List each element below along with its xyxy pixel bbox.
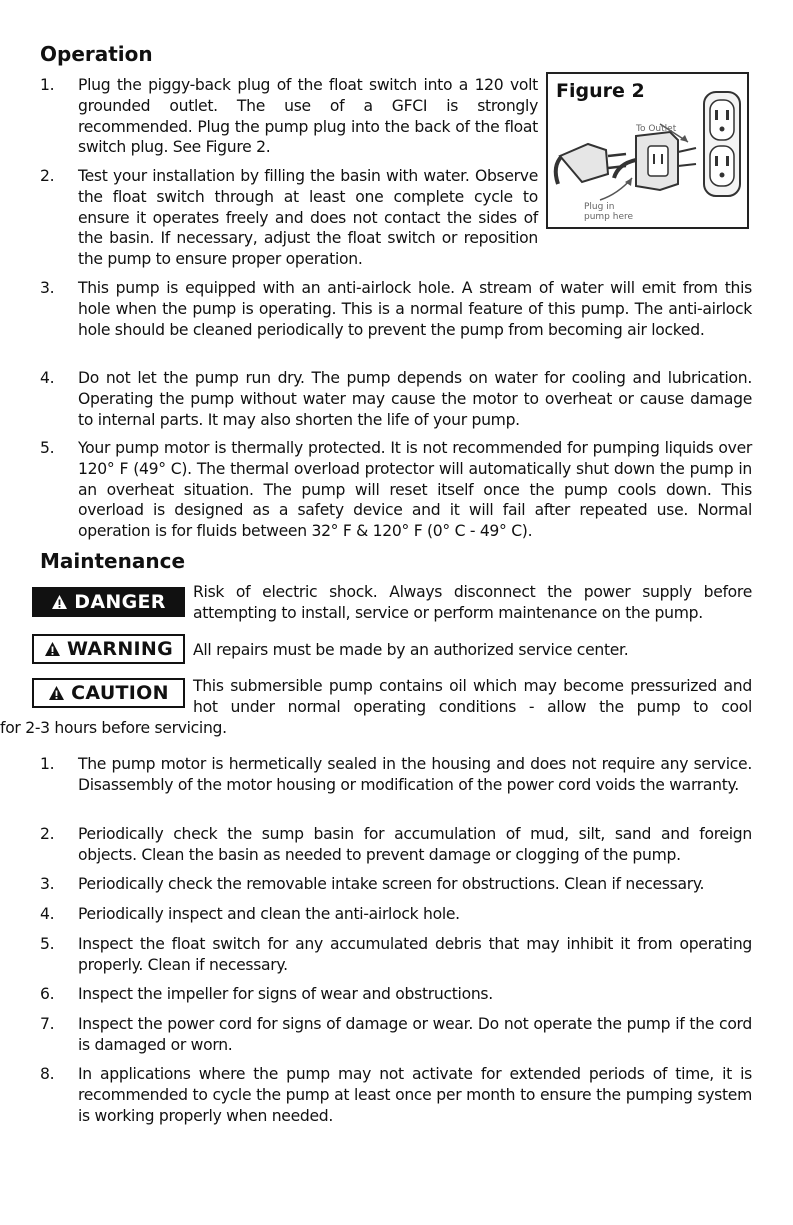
item-number: 5. (40, 439, 55, 457)
operation-item (40, 75, 540, 159)
plug-label-line2: pump here (584, 212, 634, 222)
danger-text: Risk of electric shock. Always disconnect the power supply before attempting to install, service or perform maintenance on the pump. (193, 583, 752, 622)
figure-title: Figure 2 (556, 80, 645, 102)
item-number: 4. (40, 905, 55, 923)
maintenance-item (40, 904, 752, 925)
item-text: This pump is equipped with an anti-airlock hole. A stream of water will emit from this hole when the pump is operating. This is a normal feature of this pump. The anti-airlock hole should be cleaned periodically to prevent the pump from becoming air locked. (78, 279, 752, 339)
item-number: 2. (40, 825, 55, 843)
figure-2 (546, 72, 749, 229)
maintenance-item (40, 934, 752, 976)
item-number: 6. (40, 985, 55, 1003)
plug-diagram-icon (548, 74, 747, 227)
maintenance-item (40, 824, 752, 866)
danger-label: DANGER (74, 591, 166, 613)
item-text: Plug the piggy-back plug of the float switch into a 120 volt grounded outlet. The use of a GFCI is strongly recommended. Plug the pump plug into the back of the float switch plug. See Figure 2. (78, 76, 538, 157)
item-number: 3. (40, 279, 55, 297)
outlet-label: To Outlet (636, 124, 677, 134)
item-text: In applications where the pump may not activate for extended periods of time, it is recommended to cycle the pump at least once per month to ensure the pumping system is working properly when needed. (78, 1065, 752, 1125)
warning-triangle-icon (48, 685, 65, 701)
item-number: 8. (40, 1065, 55, 1083)
caution-badge (32, 678, 185, 708)
item-text: Periodically inspect and clean the anti-airlock hole. (78, 905, 460, 923)
item-number: 1. (40, 755, 55, 773)
maintenance-item (40, 754, 752, 817)
plug-label-line1: Plug in (584, 202, 615, 212)
maintenance-heading: Maintenance (40, 549, 186, 573)
maintenance-item (40, 874, 752, 895)
item-number: 3. (40, 875, 55, 893)
item-text: Inspect the power cord for signs of damage or wear. Do not operate the pump if the cord is damaged or worn. (78, 1015, 752, 1054)
caution-text-continued: for 2-3 hours before servicing. (0, 719, 227, 737)
operation-heading: Operation (40, 42, 153, 66)
item-text: Inspect the float switch for any accumulated debris that may inhibit it from operating properly. Clean if necessary. (78, 935, 752, 974)
item-text: Periodically check the removable intake screen for obstructions. Clean if necessary. (78, 875, 705, 893)
caution-label: CAUTION (71, 682, 169, 704)
maintenance-item (40, 984, 752, 1005)
maintenance-item (40, 1064, 752, 1127)
operation-item (40, 368, 752, 431)
item-text: The pump motor is hermetically sealed in the housing and does not require any service. Disassembly of the motor housing or modification of the power cord voids the warranty. (78, 755, 752, 794)
warning-badge (32, 634, 185, 664)
item-number: 1. (40, 76, 55, 94)
maintenance-item (40, 1014, 752, 1056)
item-text: Your pump motor is thermally protected. It is not recommended for pumping liquids over 120° F (49° C). The thermal overload protector will automatically shut down the pump in an overheat situation. The pump will reset itself once the pump cools down. This overload is designed as a safety device and it will fail after repeated use. Normal operation is for fluids between 32° F & 120° F (0° C - 49° C). (78, 439, 752, 541)
warning-label: WARNING (66, 638, 173, 660)
operation-item (40, 438, 752, 543)
operation-item (40, 278, 752, 362)
item-number: 7. (40, 1015, 55, 1033)
danger-badge (32, 587, 185, 617)
item-text: Periodically check the sump basin for accumulation of mud, silt, sand and foreign objects. Clean the basin as needed to prevent damage or clogging of the pump. (78, 825, 752, 864)
warning-text: All repairs must be made by an authorized service center. (193, 641, 629, 659)
item-text: Do not let the pump run dry. The pump depends on water for cooling and lubrication. Operating the pump without water may cause the motor to overheat or cause damage to internal parts. It may also shorten the life of your pump. (78, 369, 752, 429)
item-number: 5. (40, 935, 55, 953)
item-number: 2. (40, 167, 55, 185)
operation-item (40, 166, 540, 271)
warning-triangle-icon (51, 594, 68, 610)
item-text: Inspect the impeller for signs of wear and obstructions. (78, 985, 493, 1003)
item-number: 4. (40, 369, 55, 387)
warning-triangle-icon (44, 641, 61, 657)
item-text: Test your installation by filling the basin with water. Observe the float switch through at least one complete cycle to ensure it operates freely and does not contact the sides of the basin. If necessary, adjust the float switch or reposition the pump to ensure proper operation. (78, 167, 538, 269)
caution-text: This submersible pump contains oil which may become pressurized and hot under normal operating conditions - allow the pump to cool (193, 677, 752, 716)
